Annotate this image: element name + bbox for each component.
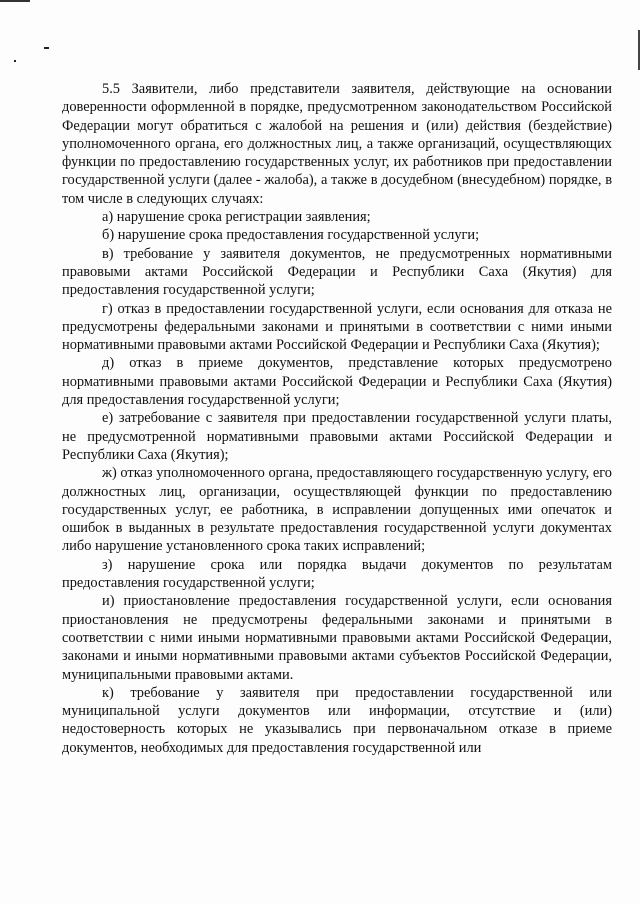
scan-artifact xyxy=(0,0,30,2)
document-body xyxy=(62,80,612,757)
clause-g: г) отказ в предоставлении государственной услуги, если основания для отказа не предусмотрены федеральными законами и принятыми в соответствии с ними иными нормативными правовыми актами Российской Федерации и Республики Саха (Якутия); xyxy=(62,300,612,354)
clause-a: а) нарушение срока регистрации заявления; xyxy=(102,209,371,226)
clause-i: и) приостановление предоставления государственной услуги, если основания приостановления не предусмотрены федеральными законами и принятыми в соответствии с ними иными нормативными правовыми актами Российской Федерации, законами и иными нормативными правовыми актами субъектов Российской Федерации, муниципальными правовыми актами. xyxy=(62,593,612,683)
clause-b: б) нарушение срока предоставления государственной услуги; xyxy=(102,227,480,244)
clause-v: в) требование у заявителя документов, не предусмотренных нормативными правовыми актами Российской Федерации и Республики Саха (Якутия) для предоставления государственной услуги; xyxy=(62,245,612,299)
clause-zh: ж) отказ уполномоченного органа, предоставляющего государственную услугу, его должностных лиц, организации, осуществляющей функции по предоставлению государственных услуг, ее работника, в исправлении допущенных ими опечаток и ошибок в выданных в результате предоставления государственной услуги документах либо нарушение установленного срока таких исправлений; xyxy=(62,465,612,555)
scan-artifact xyxy=(44,47,49,49)
clause-d: д) отказ в приеме документов, представление которых предусмотрено нормативными правовыми актами Российской Федерации и Республики Саха (Якутия) для предоставления государственной услуги; xyxy=(62,355,612,409)
clause-e: е) затребование с заявителя при предоставлении государственной услуги платы, не предусмотренной нормативными правовыми актами Российской Федерации и Республики Саха (Якутия); xyxy=(62,410,612,463)
scan-artifact xyxy=(14,60,16,62)
clause-k: к) требование у заявителя при предоставлении государственной или муниципальной услуги документов или информации, отсутствие и (или) недостоверность которых не указывались при первоначальном отказе в приеме документов, необходимых для предоставления государственной или xyxy=(62,684,612,756)
paragraph-5-5: 5.5 Заявители, либо представители заявителя, действующие на основании доверенности оформленной в порядке, предусмотренном законодательством Российской Федерации могут обратиться с жалобой на решения и (или) действия (бездействие) уполномоченного органа, его должностных лиц, а также организаций, осуществляющих функции по предоставлению государственных услуг, их работников при предоставлении государственной услуги (далее - жалоба), а также в досудебном (внесудебном) порядке, в том числе в следующих случаях: xyxy=(62,81,612,207)
clause-z: з) нарушение срока или порядка выдачи документов по результатам предоставления государственной услуги; xyxy=(62,556,612,592)
